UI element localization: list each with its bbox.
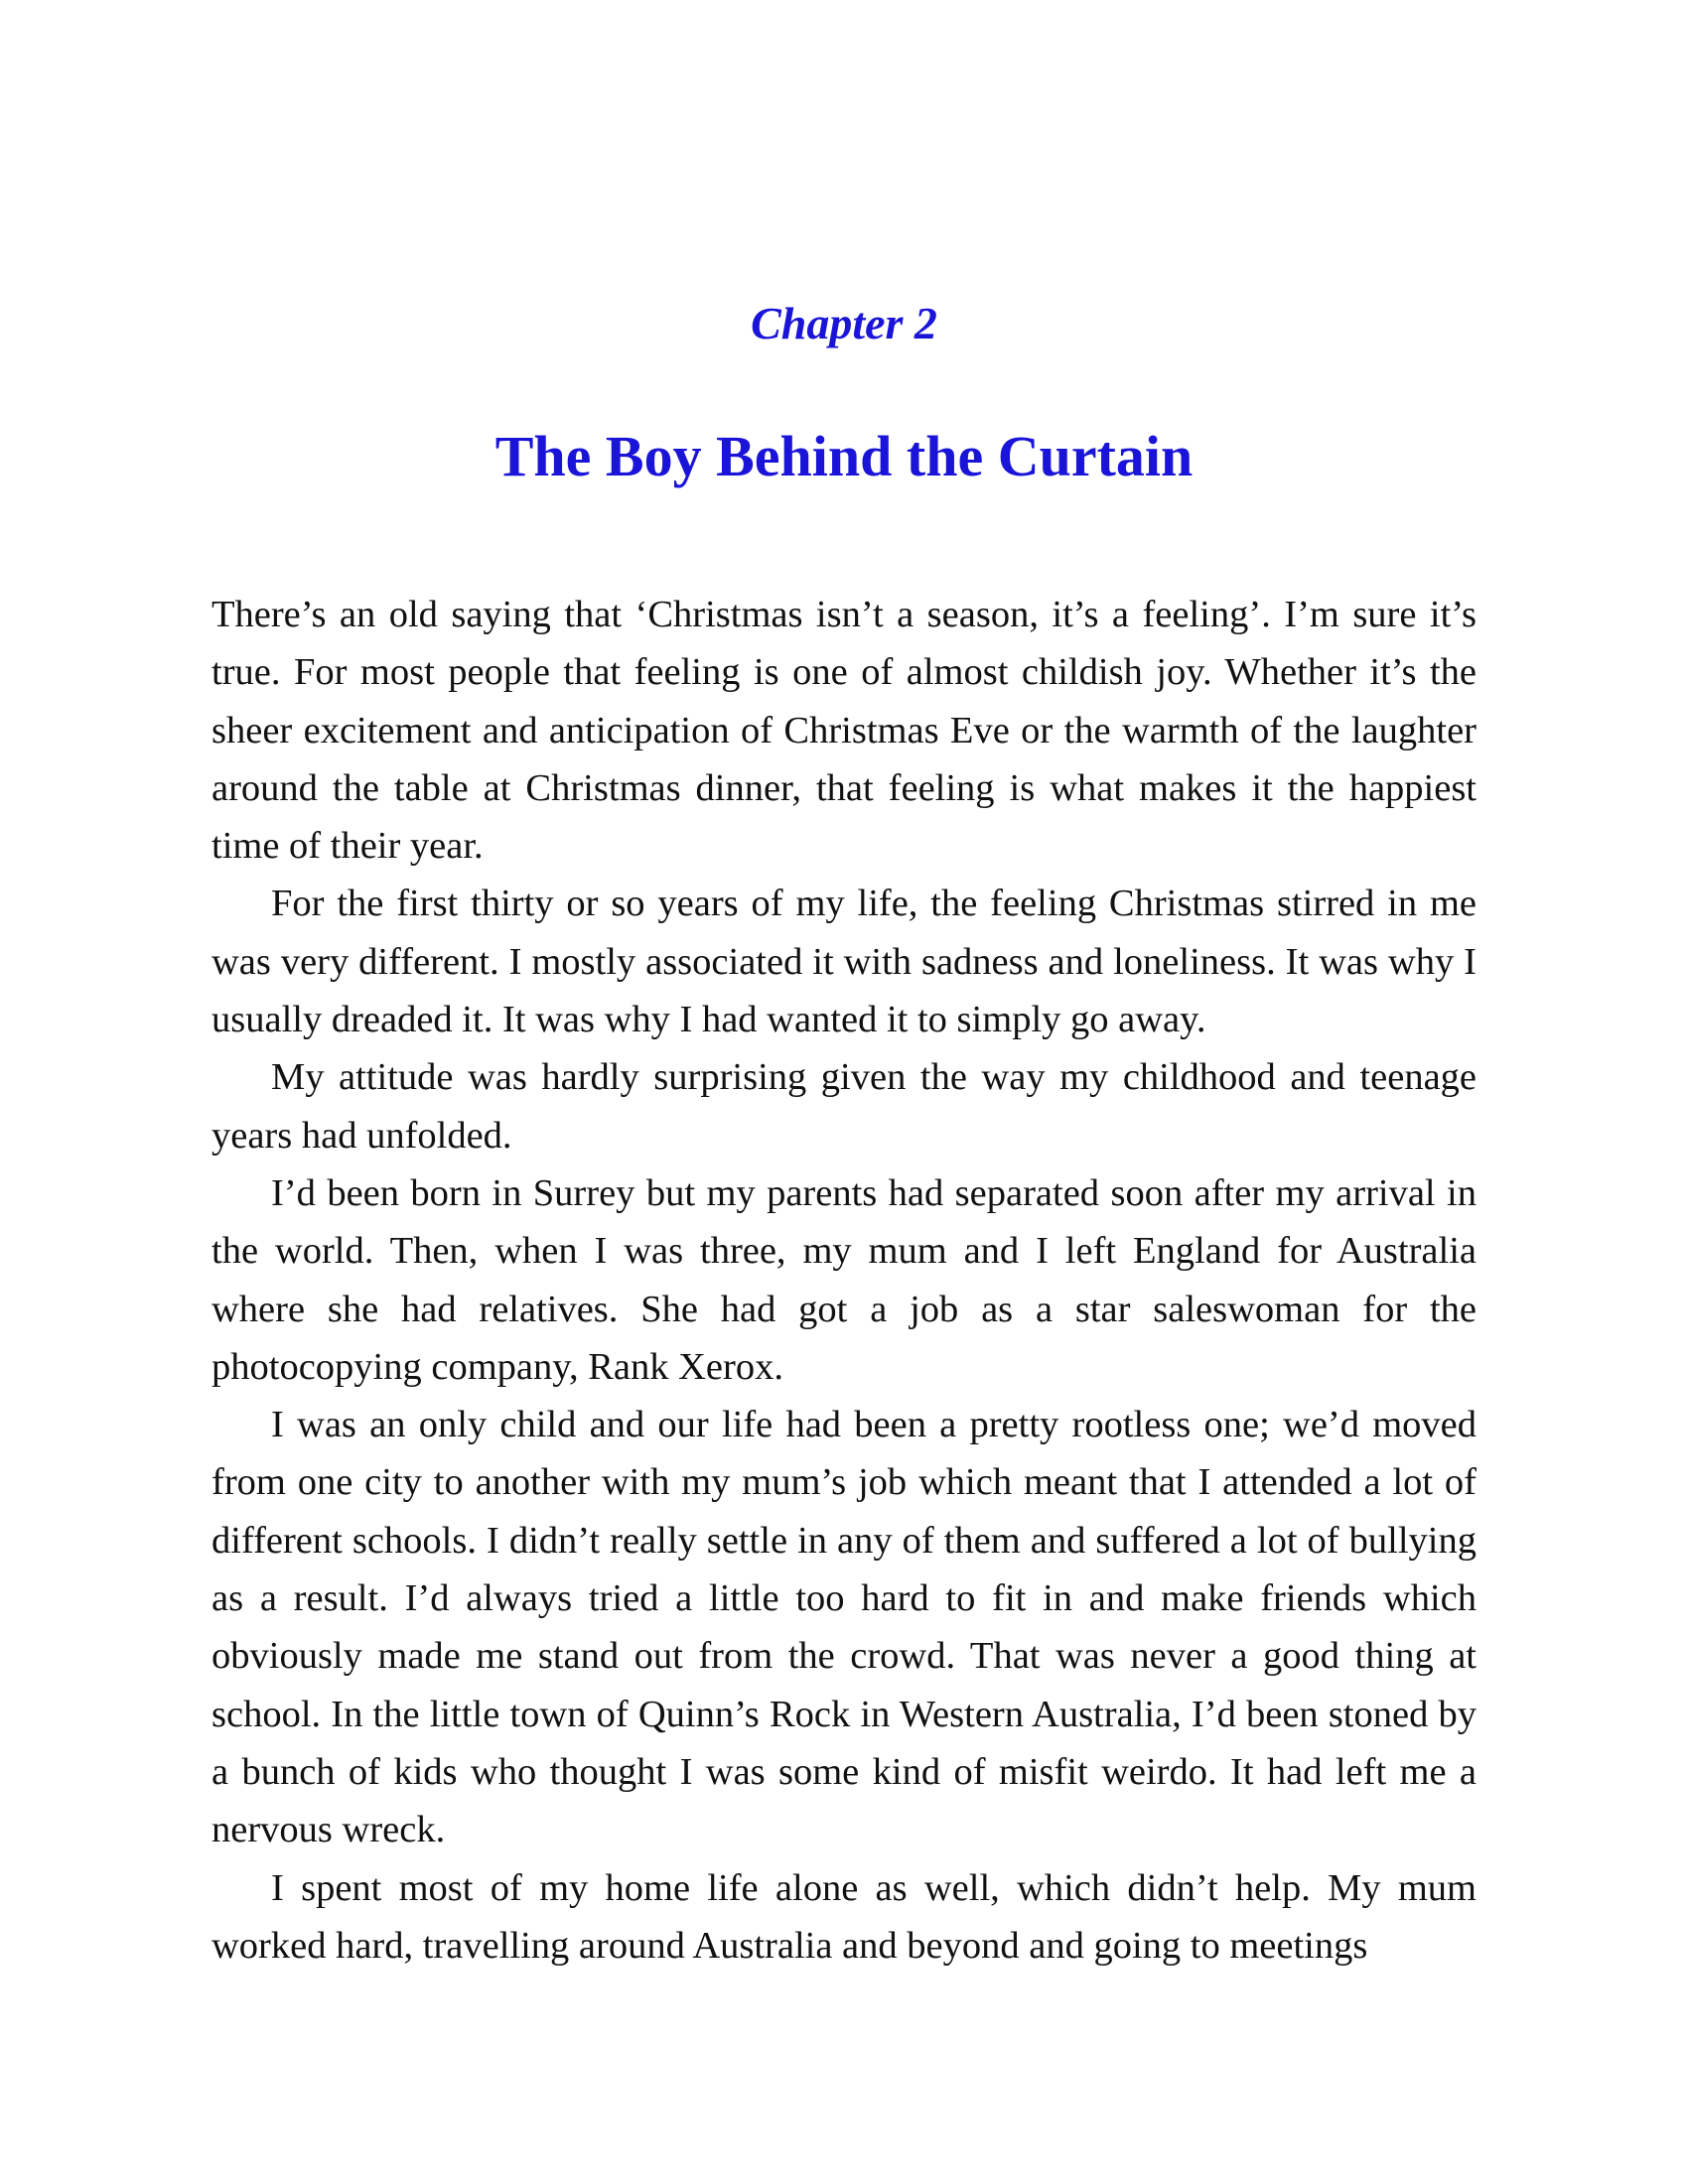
chapter-number: Chapter 2 <box>751 298 937 348</box>
chapter-body <box>211 586 1477 1975</box>
paragraph: I spent most of my home life alone as well, which didn’t help. My mum worked hard, travelling around Australia and beyond and going to meetings <box>211 1866 1477 1967</box>
paragraph: My attitude was hardly surprising given the way my childhood and teenage years had unfolded. <box>211 1056 1477 1157</box>
paragraph: For the first thirty or so years of my life, the feeling Christmas stirred in me was very different. I mostly associated it with sadness and loneliness. It was why I usually dreaded it. It was why I had wanted it to simply go away. <box>211 883 1477 1041</box>
paragraph: There’s an old saying that ‘Christmas isn’t a season, it’s a feeling’. I’m sure it’s true. For most people that feeling is one of almost childish joy. Whether it’s the sheer excitement and anticipation of Christmas Eve or the warmth of the laughter around the table at Christmas dinner, that feeling is what makes it the happiest time of their year. <box>211 594 1477 868</box>
paragraph: I’d been born in Surrey but my parents had separated soon after my arrival in the world. Then, when I was three, my mum and I left England for Australia where she had relatives. She had got a job as a star saleswoman for the photocopying company, Rank Xerox. <box>211 1171 1477 1388</box>
chapter-title: The Boy Behind the Curtain <box>494 424 1194 488</box>
paragraph: I was an only child and our life had been a pretty rootless one; we’d moved from one city to another with my mum’s job which meant that I attended a lot of different schools. I didn’t really settle in any of them and suffered a lot of bullying as a result. I’d always tried a little too hard to fit in and make friends which obviously made me stand out from the crowd. That was never a good thing at school. In the little town of Quinn’s Rock in Western Australia, I’d been stoned by a bunch of kids who thought I was some kind of misfit weirdo. It had left me a nervous wreck. <box>211 1404 1477 1851</box>
